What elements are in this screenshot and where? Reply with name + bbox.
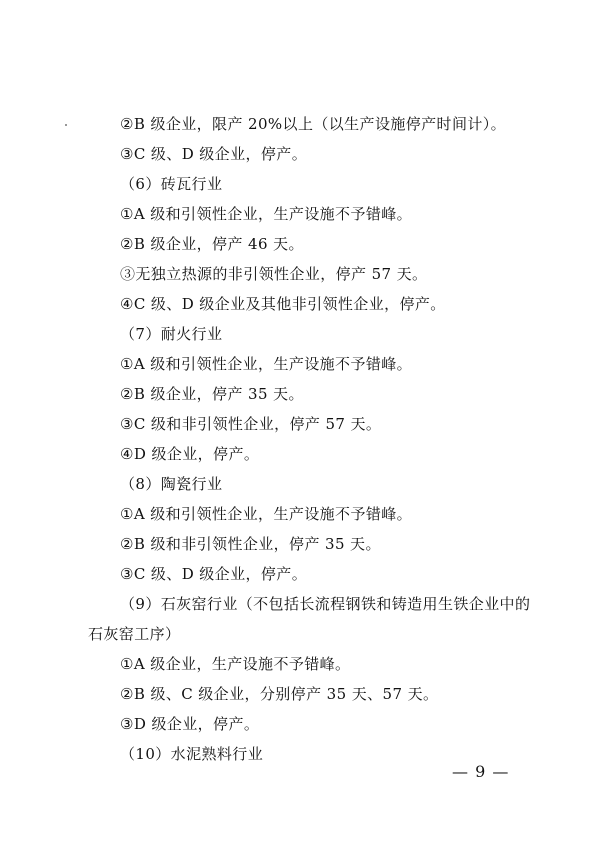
text-line: ①A 级和引领性企业，生产设施不予错峰。 — [120, 505, 413, 523]
text-line: ③C 级、D 级企业，停产。 — [120, 145, 308, 163]
text-line: ③D 级企业，停产。 — [120, 715, 260, 733]
text-line: ③无独立热源的非引领性企业，停产 57 天。 — [120, 265, 428, 283]
text-line: ②B 级企业，停产 46 天。 — [120, 235, 304, 253]
text-line: ③C 级和非引领性企业，停产 57 天。 — [120, 415, 382, 433]
text-line: ①A 级和引领性企业，生产设施不予错峰。 — [120, 205, 413, 223]
text-line: ②B 级、C 级企业，分别停产 35 天、57 天。 — [120, 685, 439, 703]
text-line: ④D 级企业，停产。 — [120, 445, 260, 463]
text-line: ①A 级企业，生产设施不予错峰。 — [120, 655, 351, 673]
section-heading: （7）耐火行业 — [120, 325, 223, 343]
text-line: ①A 级和引领性企业，生产设施不予错峰。 — [120, 355, 413, 373]
page-number: — 9 — — [452, 762, 510, 781]
text-line: ②B 级企业，停产 35 天。 — [120, 385, 304, 403]
section-heading: （10）水泥熟料行业 — [120, 745, 264, 763]
text-line: ④C 级、D 级企业及其他非引领性企业，停产。 — [120, 295, 446, 313]
text-line: ②B 级和非引领性企业，停产 35 天。 — [120, 535, 381, 553]
section-heading: （9）石灰窑行业（不包括长流程钢铁和铸造用生铁企业中的 — [120, 595, 531, 613]
section-heading: （6）砖瓦行业 — [120, 175, 223, 193]
scan-mark — [65, 124, 67, 126]
text-line: ③C 级、D 级企业，停产。 — [120, 565, 308, 583]
text-line: ②B 级企业，限产 20%以上（以生产设施停产时间计）。 — [120, 115, 507, 133]
section-heading-continued: 石灰窑工序） — [88, 625, 181, 643]
section-heading: （8）陶瓷行业 — [120, 475, 223, 493]
